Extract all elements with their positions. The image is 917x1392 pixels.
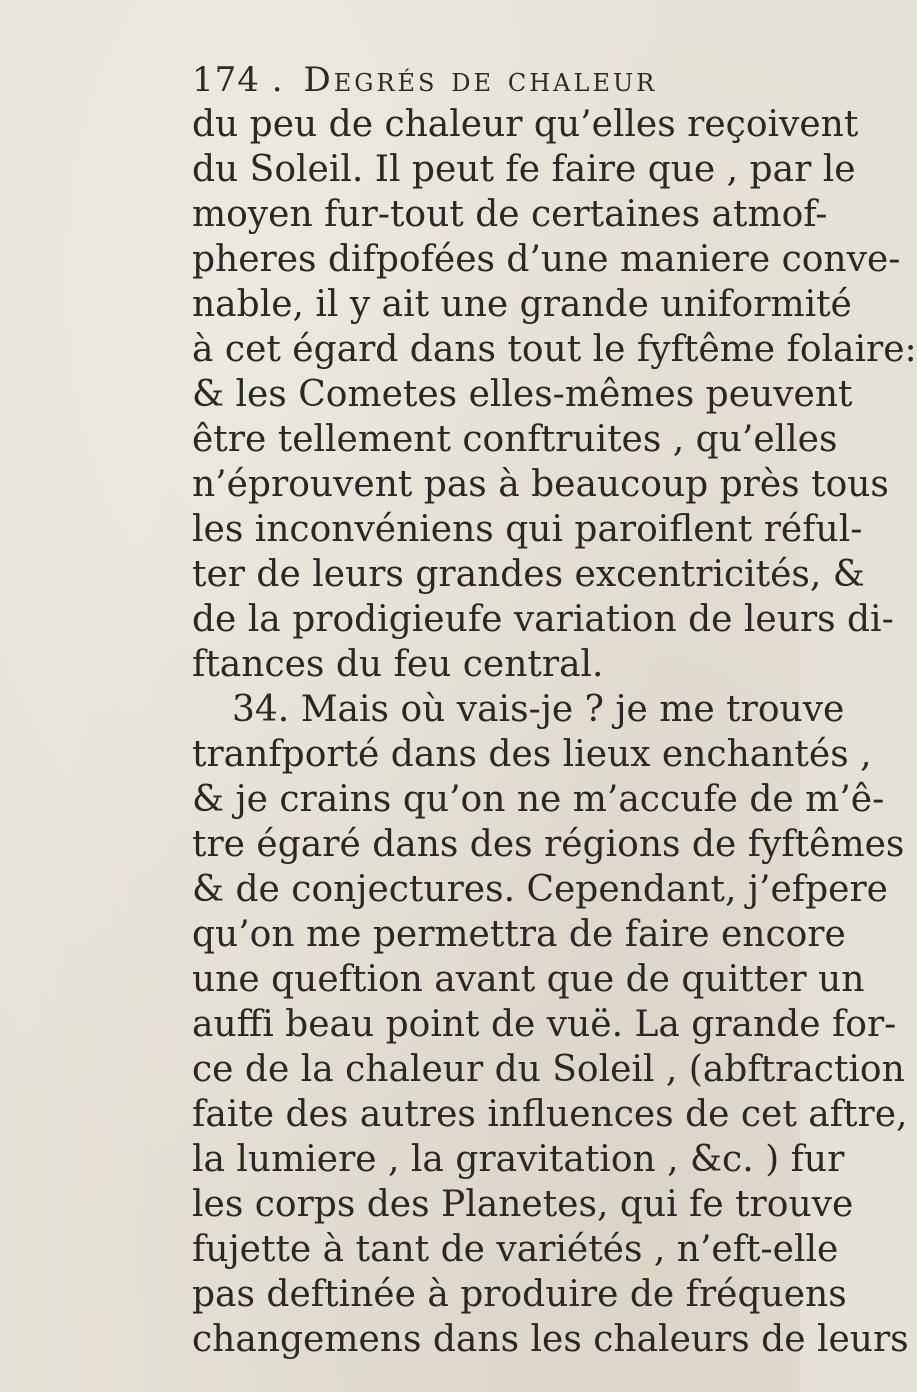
text-line: tranfporté dans des lieux enchantés , xyxy=(192,734,872,775)
text-line: tre égaré dans des régions de fyftêmes xyxy=(192,824,905,865)
text-line: à cet égard dans tout le fyftême folaire: xyxy=(192,329,917,370)
body-text xyxy=(192,102,917,1362)
page-header xyxy=(192,58,657,102)
text-line: auffi beau point de vuë. La grande for- xyxy=(192,1004,897,1045)
text-line: une queftion avant que de quitter un xyxy=(192,959,865,1000)
text-line: du Soleil. Il peut fe faire que , par le xyxy=(192,149,856,190)
text-line: faite des autres influences de cet aftre, xyxy=(192,1094,908,1135)
text-line: pas deftinée à produire de fréquens xyxy=(192,1274,847,1315)
text-line: qu’on me permettra de faire encore xyxy=(192,914,846,955)
text-line: & de conjectures. Cependant, j’efpere xyxy=(192,869,888,910)
text-line: & je crains qu’on ne m’accufe de m’ê- xyxy=(192,779,885,820)
text-line: fujette à tant de variétés , n’eft-elle xyxy=(192,1229,839,1270)
text-line: les inconvéniens qui paroiflent réful- xyxy=(192,509,863,550)
running-title: Degrés de chaleur xyxy=(303,60,658,100)
text-line: la lumiere , la gravitation , &c. ) fur xyxy=(192,1139,845,1180)
text-line: n’éprouvent pas à beaucoup près tous xyxy=(192,464,889,505)
text-line: changemens dans les chaleurs de leurs xyxy=(192,1319,909,1360)
text-line: les corps des Planetes, qui fe trouve xyxy=(192,1184,854,1225)
page-number: 174 . xyxy=(192,60,284,100)
text-line: nable, il y ait une grande uniformité xyxy=(192,284,852,325)
text-line: de la prodigieufe variation de leurs di- xyxy=(192,599,894,640)
text-line: ftances du feu central. xyxy=(192,644,604,685)
paragraph-start-line: 34. Mais où vais-je ? je me trouve xyxy=(232,689,845,730)
text-line: moyen fur-tout de certaines atmof- xyxy=(192,194,828,235)
text-line: être tellement conftruites , qu’elles xyxy=(192,419,838,460)
text-line: ter de leurs grandes excentricités, & xyxy=(192,554,865,595)
text-line: & les Cometes elles-mêmes peuvent xyxy=(192,374,853,415)
text-line: pheres difpofées d’une maniere conve- xyxy=(192,239,901,280)
text-line: du peu de chaleur qu’elles reçoivent xyxy=(192,104,859,145)
text-line: ce de la chaleur du Soleil , (abftraction xyxy=(192,1049,905,1090)
